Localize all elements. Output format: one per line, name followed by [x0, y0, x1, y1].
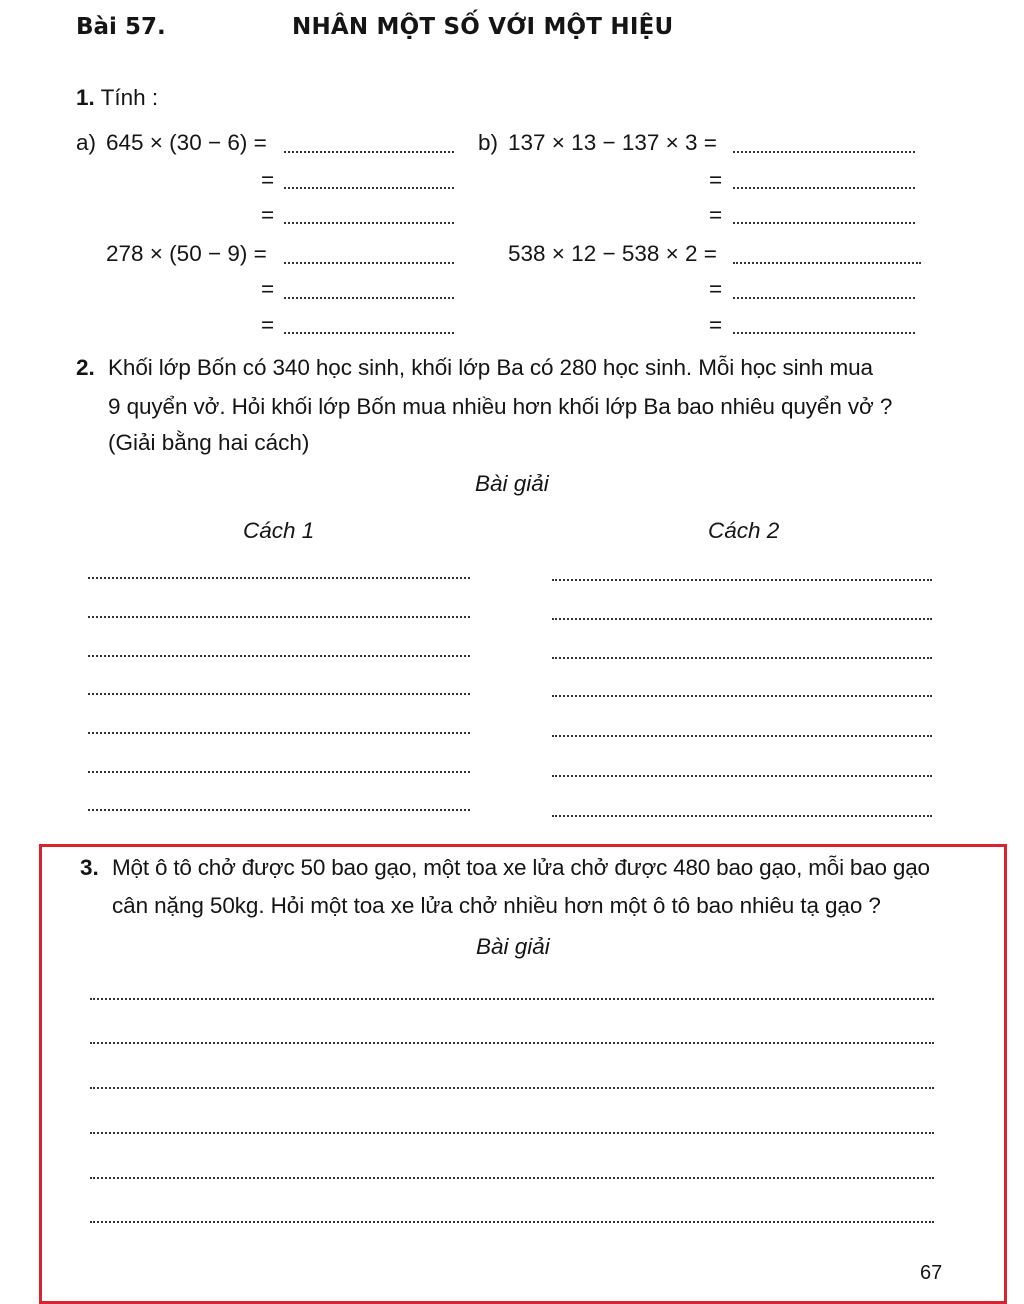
equals-sign: = — [709, 312, 723, 337]
expression-b1: 137 × 13 − 137 × 3 = — [508, 130, 717, 155]
method-2-writing-line[interactable] — [552, 735, 932, 737]
exercise-3-writing-line[interactable] — [90, 1221, 934, 1223]
exercise-2-text-line1: Khối lớp Bốn có 340 học sinh, khối lớp Ba có 280 học sinh. Mỗi học sinh mua — [108, 355, 873, 380]
equals-sign: = — [709, 276, 723, 301]
method-2-writing-line[interactable] — [552, 618, 932, 620]
method-1-writing-line[interactable] — [88, 616, 470, 618]
answer-line-a1-1[interactable] — [284, 151, 454, 153]
part-a-label: a) — [76, 130, 97, 155]
equals-sign: = — [709, 167, 723, 192]
answer-line-a2-1[interactable] — [284, 262, 454, 264]
answer-line-b2-1[interactable] — [733, 262, 921, 264]
exercise-3-solution-heading: Bài giải — [476, 934, 550, 959]
answer-line-a1-3[interactable] — [284, 222, 454, 224]
exercise-3-writing-line[interactable] — [90, 1087, 934, 1089]
equals-sign: = — [261, 202, 275, 227]
exercise-2-text-line2: 9 quyển vở. Hỏi khối lớp Bốn mua nhiều hơn khối lớp Ba bao nhiêu quyển vở ? — [108, 394, 893, 419]
method-1-writing-line[interactable] — [88, 655, 470, 657]
expression-b2: 538 × 12 − 538 × 2 = — [508, 241, 717, 266]
method-1-writing-line[interactable] — [88, 809, 470, 811]
method-2-heading: Cách 2 — [708, 518, 780, 543]
exercise-3-writing-line[interactable] — [90, 1177, 934, 1179]
method-1-writing-line[interactable] — [88, 577, 470, 579]
exercise-2-solution-heading: Bài giải — [475, 471, 549, 496]
exercise-3-writing-line[interactable] — [90, 998, 934, 1000]
method-2-writing-line[interactable] — [552, 579, 932, 581]
equals-sign: = — [261, 312, 275, 337]
method-1-writing-line[interactable] — [88, 693, 470, 695]
lesson-number: Bài 57. — [76, 14, 166, 40]
exercise-2-text-line3: (Giải bằng hai cách) — [108, 430, 310, 455]
method-1-writing-line[interactable] — [88, 771, 470, 773]
exercise-3-number: 3. — [80, 855, 99, 880]
exercise-1-heading — [76, 85, 158, 111]
lesson-title: NHÂN MỘT SỐ VỚI MỘT HIỆU — [292, 14, 674, 40]
expression-a2: 278 × (50 − 9) = — [106, 241, 267, 266]
page-number: 67 — [920, 1262, 943, 1284]
answer-line-a1-2[interactable] — [284, 187, 454, 189]
equals-sign: = — [261, 276, 275, 301]
method-2-writing-line[interactable] — [552, 815, 932, 817]
answer-line-a2-2[interactable] — [284, 297, 454, 299]
equals-sign: = — [709, 202, 723, 227]
exercise-3-text-line2: cân nặng 50kg. Hỏi một toa xe lửa chở nhiều hơn một ô tô bao nhiêu tạ gạo ? — [112, 893, 881, 918]
method-2-writing-line[interactable] — [552, 657, 932, 659]
equals-sign: = — [261, 167, 275, 192]
method-2-writing-line[interactable] — [552, 695, 932, 697]
exercise-1-instruction: Tính : — [100, 85, 159, 110]
method-2-writing-line[interactable] — [552, 775, 932, 777]
answer-line-b2-3[interactable] — [733, 332, 915, 334]
exercise-1-number: 1. — [76, 85, 95, 110]
method-1-heading: Cách 1 — [243, 518, 315, 543]
method-1-writing-line[interactable] — [88, 732, 470, 734]
exercise-3-writing-line[interactable] — [90, 1042, 934, 1044]
answer-line-b2-2[interactable] — [733, 297, 915, 299]
exercise-2-number: 2. — [76, 355, 95, 380]
answer-line-b1-1[interactable] — [733, 151, 915, 153]
expression-a1: 645 × (30 − 6) = — [106, 130, 267, 155]
exercise-3-writing-line[interactable] — [90, 1132, 934, 1134]
answer-line-b1-2[interactable] — [733, 187, 915, 189]
part-b-label: b) — [478, 130, 499, 155]
answer-line-b1-3[interactable] — [733, 222, 915, 224]
answer-line-a2-3[interactable] — [284, 332, 454, 334]
exercise-3-text-line1: Một ô tô chở được 50 bao gạo, một toa xe lửa chở được 480 bao gạo, mỗi bao gạo — [112, 855, 930, 880]
